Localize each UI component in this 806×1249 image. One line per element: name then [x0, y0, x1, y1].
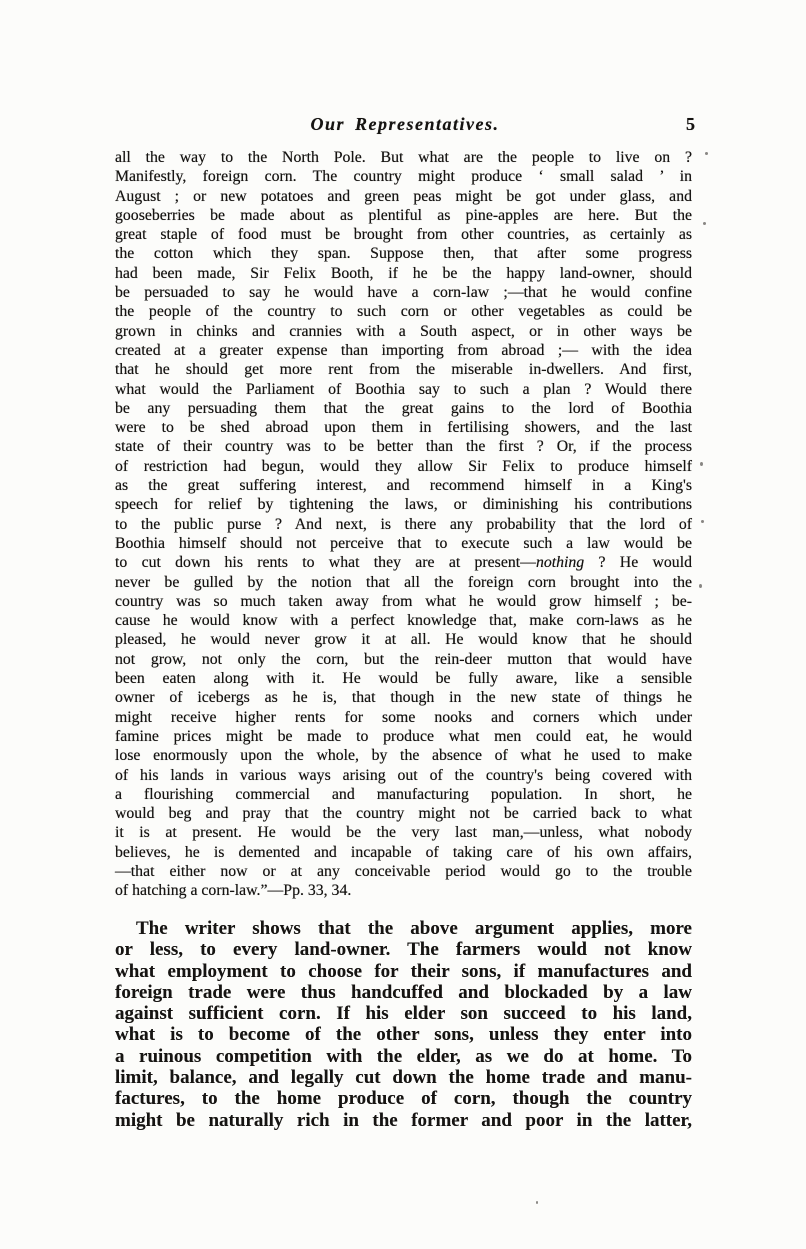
text-line: never be gulled by the notion that all the foreign corn brought into the: [115, 573, 692, 591]
text-line: what is to become of the other sons, unless they enter into: [115, 1024, 692, 1046]
text-line: not grow, not only the corn, but the rein-deer mutton that would have: [115, 650, 692, 668]
text-line: as the great suffering interest, and recommend himself in a King's: [115, 477, 692, 495]
text-line: owner of icebergs as he is, that though in the new state of things he: [115, 689, 692, 707]
quoted-extract-paragraph: [115, 148, 692, 901]
text-line: —that either now or at any conceivable period would go to the trouble: [115, 862, 692, 880]
text-line: the people of the country to such corn or other vegetables as could be: [115, 303, 692, 321]
text-line: were to be shed abroad upon them in fertilising showers, and the last: [115, 419, 692, 437]
text-line: The writer shows that the above argument applies, more: [136, 918, 692, 939]
scan-speck: [705, 152, 708, 155]
text-line: created at a greater expense than importing from abroad ;— with the idea: [115, 341, 692, 359]
text-line: to cut down his rents to what they are at present—nothing ? He would: [115, 554, 692, 572]
body-paragraph: [115, 918, 692, 1131]
page-number: 5: [686, 114, 695, 134]
scan-speck: [703, 222, 706, 225]
text-line: foreign trade were thus handcuffed and blockaded by a law: [115, 981, 692, 1003]
text-line: would beg and pray that the country might not be carried back to what: [115, 805, 692, 823]
text-line: country was so much taken away from what he would grow himself ; be-: [115, 592, 692, 610]
text-line: or less, to every land-owner. The farmers would not know: [115, 939, 692, 961]
text-line: pleased, he would never grow it at all. He would know that he should: [115, 631, 692, 649]
text-line: limit, balance, and legally cut down the home trade and manu-: [115, 1067, 692, 1089]
text-line: be persuaded to say he would have a corn-law ;—that he would confine: [115, 284, 692, 302]
text-line: it is at present. He would be the very last man,—unless, what nobody: [115, 824, 692, 842]
text-line: lose enormously upon the whole, by the absence of what he used to make: [115, 747, 692, 765]
text-line: believes, he is demented and incapable of taking care of his own affairs,: [115, 843, 692, 861]
scan-speck: [699, 584, 702, 588]
text-line: might be naturally rich in the former and poor in the latter,: [115, 1109, 692, 1131]
text-line: might receive higher rents for some nooks and corners which under: [115, 708, 692, 726]
text-line: cause he would know with a perfect knowledge that, make corn-laws as he: [115, 612, 692, 630]
text-line: to the public purse ? And next, is there any probability that the lord of: [115, 515, 692, 533]
text-line: gooseberries be made about as plentiful as pine-apples are here. But the: [115, 206, 692, 224]
text-line: been eaten along with it. He would be fully aware, like a sensible: [115, 670, 692, 688]
text-line: what would the Parliament of Boothia say to such a plan ? Would there: [115, 380, 692, 398]
text-line: Boothia himself should not perceive that to execute such a law would be: [115, 534, 692, 552]
text-line: what employment to choose for their sons, if manufactures and: [115, 960, 692, 982]
text-line: of restriction had begun, would they allow Sir Felix to produce himself: [115, 457, 692, 475]
text-line: state of their country was to be better than the first ? Or, if the process: [115, 438, 692, 456]
text-line: Manifestly, foreign corn. The country might produce ‘ small salad ’ in: [115, 168, 692, 186]
text-line: great staple of food must be brought from other countries, as certainly as: [115, 226, 692, 244]
text-line: all the way to the North Pole. But what are the people to live on ?: [115, 149, 692, 166]
text-line: factures, to the home produce of corn, though the country: [115, 1088, 692, 1110]
text-line: a ruinous competition with the elder, as we do at home. To: [115, 1045, 692, 1067]
text-line: grown in chinks and crannies with a South aspect, or in other ways be: [115, 322, 692, 340]
text-line: speech for relief by tightening the laws, or diminishing his contributions: [115, 496, 692, 514]
text-line: had been made, Sir Felix Booth, if he be the happy land-owner, should: [115, 264, 692, 282]
text-line: be any persuading them that the great gains to the lord of Boothia: [115, 399, 692, 417]
text-line: August ; or new potatoes and green peas might be got under glass, and: [115, 187, 692, 205]
scan-speck: [700, 462, 703, 466]
text-line: of his lands in various ways arising out of the country's being covered with: [115, 766, 692, 784]
text-line: the cotton which they span. Suppose then, that after some progress: [115, 245, 692, 263]
text-line: against sufficient corn. If his elder son succeed to his land,: [115, 1003, 692, 1025]
text-line: that he should get more rent from the miserable in-dwellers. And first,: [115, 361, 692, 379]
text-line: of hatching a corn-law.”—Pp. 33, 34.: [115, 882, 352, 900]
running-header: [115, 114, 695, 138]
text-line: a flourishing commercial and manufacturing population. In short, he: [115, 785, 692, 803]
scan-speck: [701, 520, 704, 523]
scan-speck: [536, 1201, 538, 1204]
text-line: famine prices might be made to produce what men could eat, he would: [115, 727, 692, 745]
page-title: Our Representatives.: [310, 114, 500, 134]
